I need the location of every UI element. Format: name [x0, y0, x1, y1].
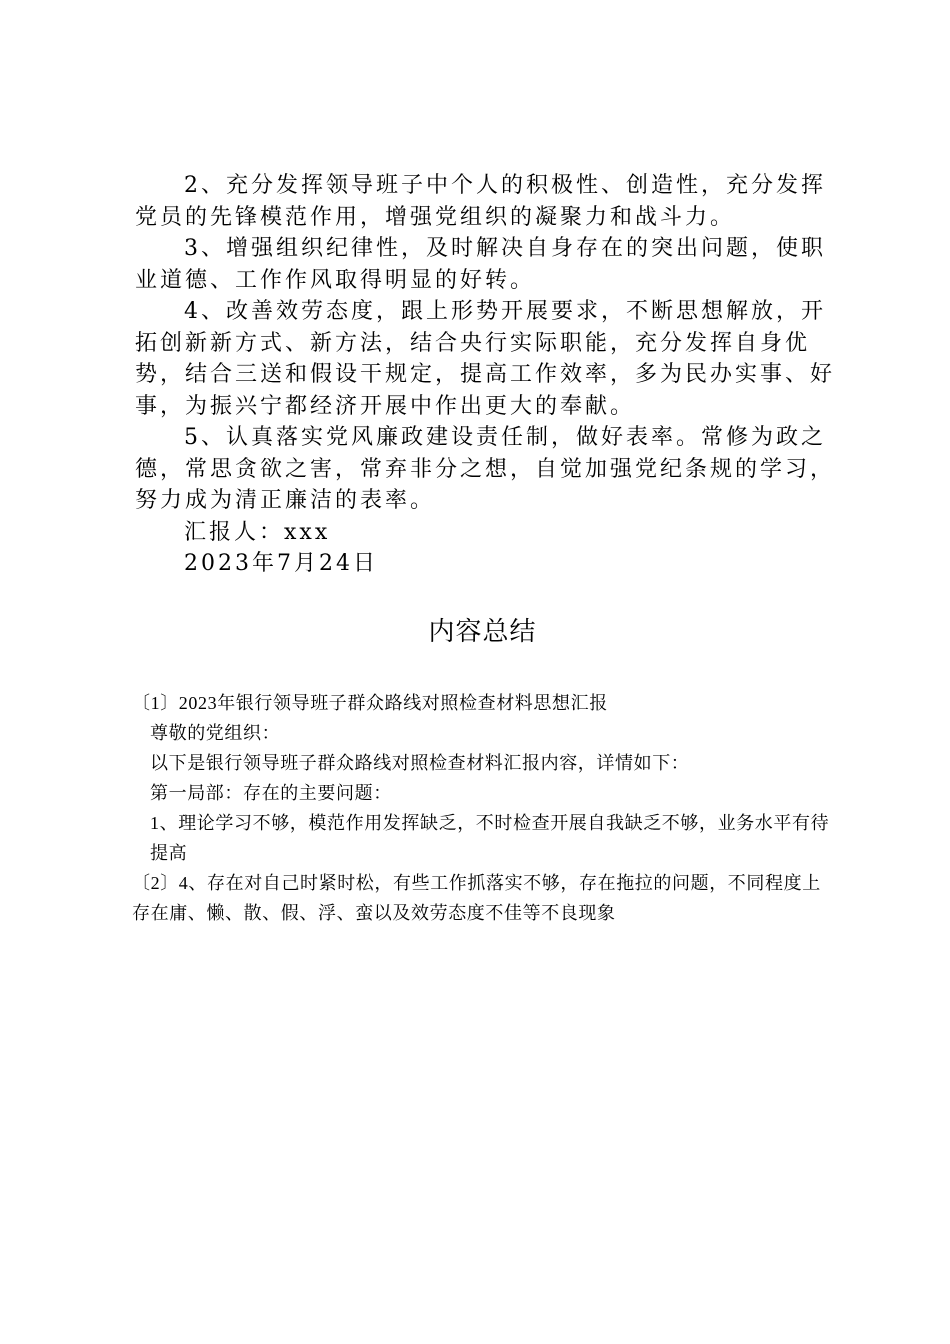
report-date: 2023年7月24日: [184, 551, 378, 576]
summary-intro: 以下是银行领导班子群众路线对照检查材料汇报内容，详情如下：: [150, 753, 690, 773]
report-body: [135, 170, 835, 580]
summary-item-2: 〔2〕4、存在对自己时紧时松，有些工作抓落实不够，存在拖拉的问题，不同程度上存在庸、懒、散、假、浮、蛮以及效劳态度不佳等不良现象: [132, 873, 821, 923]
summary-section: [132, 688, 832, 928]
summary-heading: 内容总结: [428, 617, 537, 647]
body-paragraph-2: 2、充分发挥领导班子中个人的积极性、创造性，充分发挥党员的先锋模范作用，增强党组织的凝聚力和战斗力。: [135, 173, 826, 230]
summary-item-1: 〔1〕2023年银行领导班子群众路线对照检查材料思想汇报: [132, 693, 608, 713]
body-paragraph-5: 5、认真落实党风廉政建设责任制，做好表率。常修为政之德，常思贪欲之害，常弃非分之想，自觉加强党纪条规的学习，努力成为清正廉洁的表率。: [135, 425, 836, 513]
reporter-line: 汇报人：xxx: [184, 519, 331, 545]
summary-part-1: 第一局部：存在的主要问题：: [150, 783, 392, 803]
summary-point-1: 1、理论学习不够，模范作用发挥缺乏，不时检查开展自我缺乏不够，业务水平有待提高: [150, 813, 830, 863]
summary-salutation: 尊敬的党组织：: [150, 723, 281, 743]
body-paragraph-4: 4、改善效劳态度，跟上形势开展要求，不断思想解放，开拓创新新方式、新方法，结合央行实际职能，充分发挥自身优势，结合三送和假设干规定，提高工作效率，多为民办实事、好事，为振兴宁都经济开展中作出更大的奉献。: [135, 299, 836, 419]
body-paragraph-3: 3、增强组织纪律性，及时解决自身存在的突出问题，使职业道德、工作作风取得明显的好转。: [135, 236, 826, 293]
